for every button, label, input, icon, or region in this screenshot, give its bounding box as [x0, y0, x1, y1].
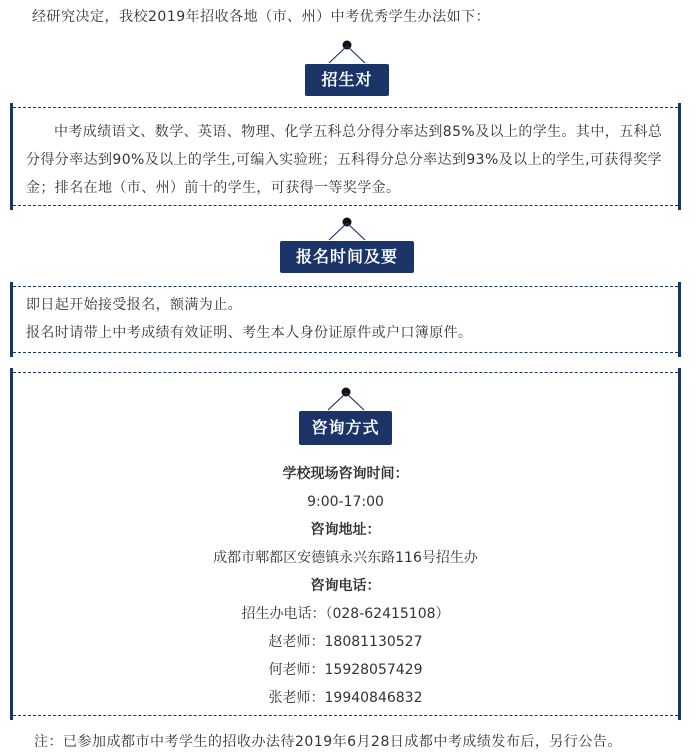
- registration-lines: [26, 291, 674, 347]
- hanger-icon: [317, 217, 377, 241]
- registration-line: 报名时请带上中考成绩有效证明、考生本人身份证原件或户口簿原件。: [26, 325, 473, 341]
- target-description: 中考成绩语文、数学、英语、物理、化学五科总分得分率达到85%及以上的学生。其中，五科总分得分率达到90%及以上的学生,可编入实验班；五科得分总分率达到93%及以上的学生,可获得奖学金；排名在地（市、州）前十的学生，可获得一等奖学金。: [26, 124, 663, 196]
- hanger-icon: [317, 40, 377, 64]
- phone-he: 何老师：15928057429: [268, 662, 423, 678]
- section-target-box: [10, 103, 681, 210]
- phone-zhao: 赵老师：18081130527: [268, 634, 423, 650]
- section-registration-box: [10, 282, 681, 357]
- consult-address-value: 成都市郫都区安德镇永兴东路116号招生办: [213, 550, 478, 566]
- section-contact-box: [10, 368, 681, 720]
- intro-text: 经研究决定，我校2019年招收各地（市、州）中考优秀学生办法如下：: [32, 9, 491, 25]
- consult-address-label: 咨询地址：: [310, 522, 381, 538]
- footnote: 注：已参加成都市中考学生的招收办法待2019年6月28日成都中考成绩发布后，另行公告。: [34, 734, 622, 750]
- section-contact-title: 咨询方式: [299, 411, 391, 445]
- section-target-title: 招生对象: [305, 64, 389, 96]
- phone-office: 招生办电话：（028-62415108）: [241, 606, 450, 622]
- hanger-icon: [316, 387, 376, 411]
- consult-time-value: 9:00-17:00: [307, 494, 384, 510]
- section-registration-title: 报名时间及要求: [280, 241, 414, 273]
- consult-phone-label: 咨询电话：: [310, 578, 381, 594]
- consult-time-label: 学校现场咨询时间：: [282, 466, 409, 482]
- phone-zhang: 张老师：19940846832: [268, 690, 423, 706]
- contact-details: [18, 460, 673, 712]
- section-contact-header: [18, 387, 673, 445]
- registration-line: 即日起开始接受报名，额满为止。: [26, 297, 242, 313]
